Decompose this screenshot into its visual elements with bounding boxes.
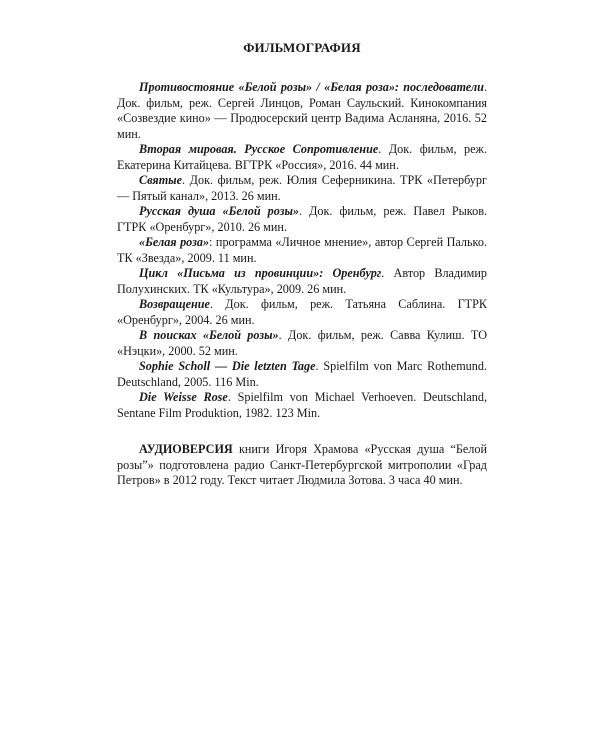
filmography-list — [117, 80, 487, 421]
audio-version-heading: АУДИОВЕРСИЯ — [139, 442, 233, 456]
film-details: . Док. фильм, реж. Екатерина Китайцева. ВГТРК «Россия», 2016. 44 мин. — [117, 142, 488, 172]
film-details: . Док. фильм, реж. Юлия Сеферникина. ТРК «Петербург — Пятый канал», 2013. 26 мин. — [117, 173, 487, 203]
film-details: . Док. фильм, реж. Павел Рыков. ГТРК «Оренбург», 2010. 26 мин. — [117, 204, 487, 234]
film-entry — [117, 359, 487, 390]
film-entry — [117, 142, 487, 173]
film-entry — [117, 80, 487, 142]
film-title: Вторая мировая. Русское Сопротивление — [139, 142, 379, 156]
film-details: . Spielfilm von Michael Verhoeven. Deutschland, Sentane Film Produktion, 1982. 123 Min. — [117, 390, 488, 420]
filmography-page — [117, 40, 487, 501]
film-entry — [117, 390, 487, 421]
film-entry — [117, 235, 487, 266]
film-entry — [117, 204, 487, 235]
film-title: «Белая роза» — [139, 235, 210, 249]
film-entry — [117, 297, 487, 328]
film-details: . Док. фильм, реж. Татьяна Саблина. ГТРК «Оренбург», 2004. 26 мин. — [117, 297, 487, 327]
film-title: Цикл «Письма из провинции»: Оренбург — [139, 266, 382, 280]
film-details: : программа «Личное мнение», автор Сергей Палько. ТК «Звезда», 2009. 11 мин. — [117, 235, 487, 265]
page-title: ФИЛЬМОГРАФИЯ — [243, 40, 361, 55]
film-entry — [117, 266, 487, 297]
film-details: . Автор Владимир Полухинских. ТК «Культура», 2009. 26 мин. — [117, 266, 488, 296]
audio-version-text: книги Игоря Храмова «Русская душа “Белой розы”» подготовлена радио Санкт-Петербургской митрополии «Град Петров» в 2012 году. Текст читает Людмила Зотова. 3 часа 40 мин. — [117, 442, 487, 487]
film-details: . Spielfilm von Marc Rothemund. Deutschland, 2005. 116 Min. — [117, 359, 488, 389]
film-title: Die Weisse Rose — [139, 390, 228, 404]
film-entry — [117, 173, 487, 204]
film-details: . Док. фильм, реж. Сергей Линцов, Роман Саульский. Кинокомпания «Созвездие кино» — Продюсерский центр Вадима Асланяна, 2016. 52 мин. — [117, 80, 487, 141]
film-title: Русская душа «Белой розы» — [139, 204, 299, 218]
film-title: Sophie Scholl — Die letzten Tage — [139, 359, 316, 373]
film-title: Возвращение — [139, 297, 210, 311]
film-title: Противостояние «Белой розы» / «Белая роза»: последователи — [139, 80, 484, 94]
film-title: Святые — [139, 173, 183, 187]
audio-version-note — [117, 442, 487, 489]
film-title: В поисках «Белой розы» — [139, 328, 279, 342]
film-entry — [117, 328, 487, 359]
film-details: . Док. фильм, реж. Савва Кулиш. ТО «Нэцки», 2000. 52 мин. — [117, 328, 487, 358]
